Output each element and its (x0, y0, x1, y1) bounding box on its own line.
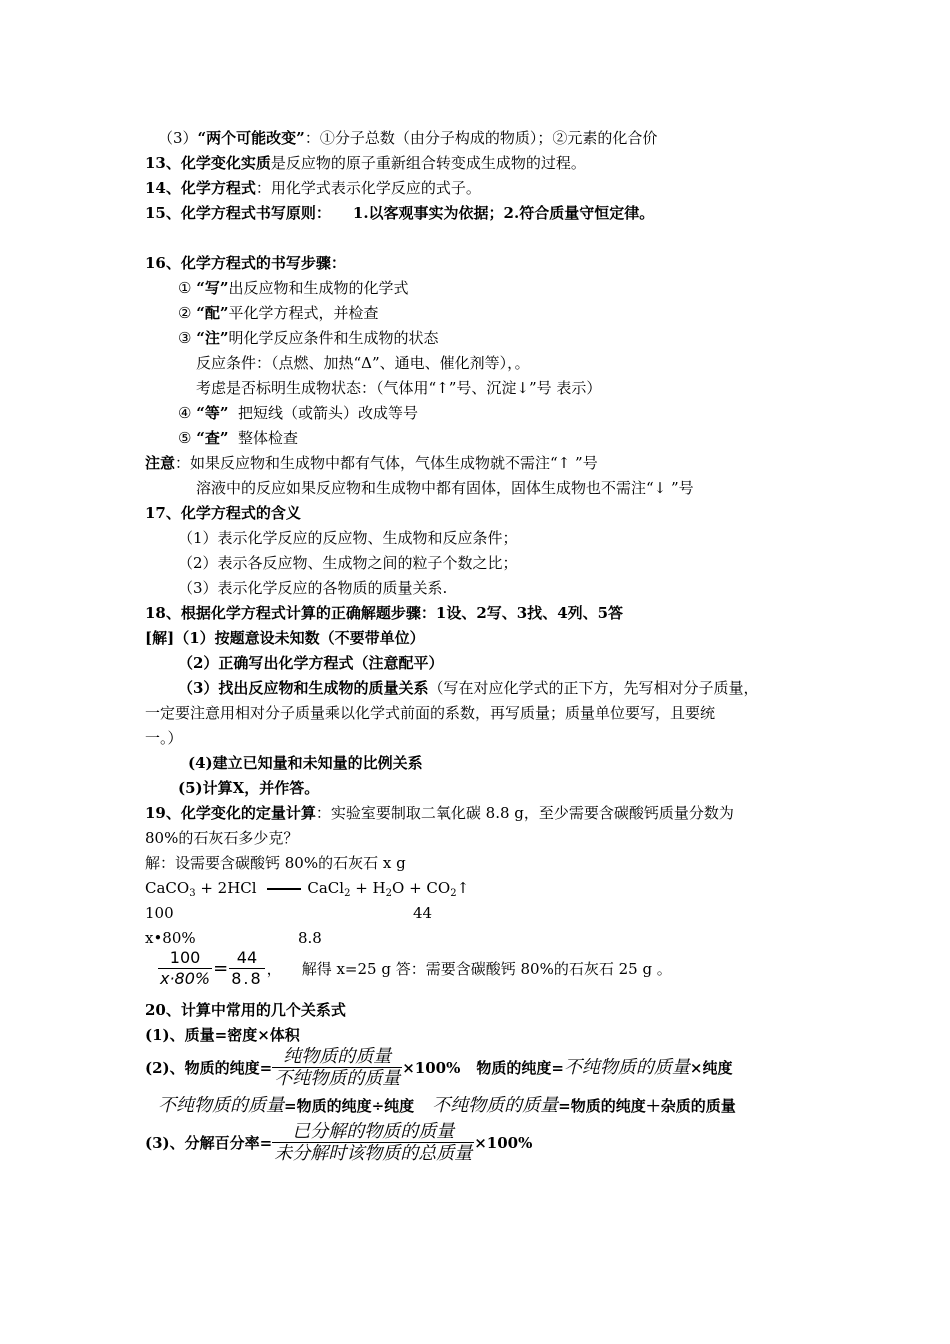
molar-mass-co2: 44 (413, 904, 433, 922)
step-write: ① “写”出反应物和生成物的化学式 (178, 279, 409, 297)
solve-step-4: (4)建立已知量和未知量的比例关系 (188, 754, 423, 772)
solve-step-3-end: 一。） (145, 729, 183, 747)
item-16-heading: 16、化学方程式的书写步骤： (145, 254, 346, 272)
purity-fraction: $\frac{\text{纯物质的质量}}{\text{不纯物质的质量}}$ (274, 1046, 401, 1089)
line-rule-changes: （3）“两个可能改变”：①分子总数（由分子构成的物质）；②元素的化合价 (158, 129, 658, 147)
decomposition-fraction: $\frac{\text{已分解的物质的质量}}{\text{未分解时该物质的总质量}}$ (274, 1121, 473, 1164)
item-14: 14、化学方程式：用化学式表示化学反应的式子。 (145, 179, 481, 197)
note-solid: 溶液中的反应如果反应物和生成物中都有固体，固体生成物也不需注“↓ ”号 (196, 479, 694, 497)
meaning-2: （2）表示各反应物、生成物之间的粒子个数之比； (178, 554, 518, 572)
note-gas: 注意：如果反应物和生成物中都有气体，气体生成物就不需注“↑ ”号 (145, 454, 598, 472)
known-mass-co2: 8.8 (298, 929, 322, 947)
meaning-3: （3）表示化学反应的各物质的质量关系. (178, 579, 448, 597)
solve-step-2: （2）正确写出化学方程式（注意配平） (178, 654, 444, 672)
known-mass-caco3: x•80% (145, 929, 196, 947)
proportion-row: $\frac{100}{x\cdot 80\%}$ = $\frac{44}{8.8}$ ， 解得 x=25 g 答：需要含碳酸钙 80%的石灰石 25 g 。 (160, 948, 672, 988)
item-19-cont: 80%的石灰石多少克？ (145, 829, 299, 847)
formula-purity: (2)、物质的纯度= $\frac{\text{纯物质的质量}}{\text{不纯物质的质量}}$ ×100% 物质的纯度= 不纯物质的质量 ×纯度 (145, 1046, 733, 1089)
equation-rule (267, 888, 301, 890)
item-18-heading: 18、根据化学方程式计算的正确解题步骤：1设、2写、3找、4列、5答 (145, 604, 624, 622)
reaction-conditions: 反应条件：（点燃、加热“Δ”、通电、催化剂等），。 (196, 354, 530, 372)
formula-mass: (1)、质量=密度×体积 (145, 1026, 300, 1044)
step-balance: ② “配”平化学方程式，并检查 (178, 304, 379, 322)
formula-impure-mass: 不纯物质的质量=物质的纯度÷纯度 不纯物质的质量=物质的纯度＋杂质的质量 (158, 1095, 736, 1116)
solve-step-5: (5)计算X，并作答。 (178, 779, 320, 797)
solve-step-3-cont: 一定要注意用相对分子质量乘以化学式前面的系数，再写质量；质量单位要写，且要统 (145, 704, 716, 722)
chemical-equation: CaCO$_3$ + 2HCl CaCl$_2$ + $H_2O$ + $CO_2↑$ (145, 879, 470, 899)
product-state-note: 考虑是否标明生成物状态：（气体用“↑”号、沉淀↓”号 表示） (196, 379, 602, 397)
step-check: ⑤ “查” 整体检查 (178, 429, 299, 447)
formula-decomposition: (3)、分解百分率= $\frac{\text{已分解的物质的质量}}{\text{未分解时该物质的总质量}}$ ×100% (145, 1121, 533, 1164)
proportion-left: $\frac{100}{x\cdot 80\%}$ (160, 948, 211, 988)
item-19: 19、化学变化的定量计算：实验室要制取二氧化碳 8.8 g，至少需要含碳酸钙质量分数为 (145, 804, 734, 822)
proportion-right: $\frac{44}{8.8}$ (231, 948, 263, 988)
solve-step-3: （3）找出反应物和生成物的质量关系（写在对应化学式的正下方，先写相对分子质量， (178, 679, 759, 697)
step-equal: ④ “等” 把短线（或箭头）改成等号 (178, 404, 419, 422)
molar-mass-caco3: 100 (145, 904, 174, 922)
solution-setup: 解：设需要含碳酸钙 80%的石灰石 x g (145, 854, 406, 872)
solve-step-1: [解]（1）按题意设未知数（不要带单位） (145, 629, 425, 647)
item-17-heading: 17、化学方程式的含义 (145, 504, 301, 522)
step-annotate: ③ “注”明化学反应条件和生成物的状态 (178, 329, 439, 347)
meaning-1: （1）表示化学反应的反应物、生成物和反应条件； (178, 529, 518, 547)
item-13: 13、化学变化实质是反应物的原子重新组合转变成生成物的过程。 (145, 154, 586, 172)
item-15: 15、化学方程式书写原则： 1.以客观事实为依据；2.符合质量守恒定律。 (145, 204, 655, 222)
item-20-heading: 20、计算中常用的几个关系式 (145, 1001, 346, 1019)
